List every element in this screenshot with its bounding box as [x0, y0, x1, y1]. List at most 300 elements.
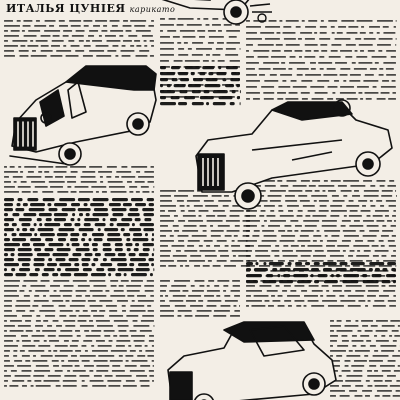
text-line-glyph [131, 273, 147, 276]
text-line-glyph [375, 268, 380, 271]
text-line-glyph [217, 280, 229, 282]
text-line-glyph [205, 255, 217, 257]
text-line-glyph [203, 265, 210, 267]
text-line-glyph [264, 300, 269, 302]
text-line-glyph [160, 48, 174, 50]
text-line-glyph [53, 365, 59, 367]
text-line-glyph [208, 280, 214, 282]
text-line-glyph [271, 250, 279, 252]
text-line-glyph [192, 54, 203, 56]
text-line-glyph [41, 35, 51, 37]
text-line-glyph [129, 186, 137, 188]
text-line-glyph [197, 30, 205, 32]
text-line-glyph [15, 305, 30, 307]
text-line-glyph [84, 223, 91, 226]
text-line-glyph [71, 45, 80, 47]
text-line-glyph [262, 230, 274, 232]
text-line-glyph [115, 176, 119, 178]
text-line-glyph [48, 258, 52, 261]
text-line-glyph [246, 225, 257, 227]
text-line-glyph [75, 330, 80, 332]
text-line-glyph [330, 390, 345, 392]
text-line-glyph [212, 195, 222, 197]
text-line-glyph [327, 68, 336, 70]
text-line-glyph [126, 315, 138, 317]
text-line-glyph [301, 80, 312, 82]
text-line-glyph [11, 268, 15, 271]
text-line-glyph [260, 32, 274, 34]
text-line-glyph [171, 285, 186, 287]
text-line-glyph [246, 285, 255, 287]
text-line-glyph [45, 315, 55, 317]
text-line-glyph [33, 355, 36, 357]
text-line-glyph [246, 74, 257, 76]
text-line-glyph [301, 245, 305, 247]
text-line-glyph [310, 86, 324, 88]
text-line-glyph [185, 66, 200, 69]
text-line-glyph [340, 300, 355, 302]
text-line-glyph [12, 40, 27, 42]
text-line-glyph [301, 230, 314, 232]
text-line-glyph [246, 268, 251, 271]
text-line-glyph [109, 340, 113, 342]
text-line-glyph [4, 223, 9, 226]
text-line-glyph [17, 228, 20, 231]
text-line-glyph [258, 56, 269, 58]
text-line-glyph [79, 213, 83, 216]
text-line-glyph [335, 38, 351, 40]
text-line-glyph [142, 315, 154, 317]
text-line-glyph [361, 26, 364, 28]
text-line-glyph [167, 84, 171, 87]
text-line-glyph [139, 253, 149, 256]
text-line-glyph [315, 92, 328, 94]
text-line-glyph [194, 205, 203, 207]
text-line-glyph [352, 340, 364, 342]
text-line-glyph [229, 36, 237, 38]
text-line-glyph [86, 213, 90, 216]
text-line-glyph [71, 203, 80, 206]
text-line-glyph [318, 274, 328, 277]
text-line-glyph [174, 215, 178, 217]
text-line-glyph [346, 205, 359, 207]
text-line-glyph [203, 230, 207, 232]
text-line-glyph [74, 263, 79, 266]
text-line-glyph [81, 176, 96, 178]
text-line-glyph [346, 285, 362, 287]
text-line-glyph [165, 295, 168, 297]
text-line-glyph [49, 25, 54, 27]
text-line-glyph [379, 38, 393, 40]
text-line-glyph [232, 90, 236, 93]
text-line-glyph [174, 280, 190, 282]
text-line-glyph [323, 74, 337, 76]
text-line-glyph [396, 380, 400, 382]
text-line-glyph [34, 233, 37, 236]
text-line-glyph [109, 310, 117, 312]
text-line-glyph [395, 265, 396, 267]
text-line-glyph [207, 220, 223, 222]
text-line-glyph [373, 255, 379, 257]
text-line-glyph [160, 205, 176, 207]
text-line-glyph [218, 250, 228, 252]
text-line-glyph [180, 265, 183, 267]
text-line-glyph [150, 273, 153, 276]
text-line-glyph [344, 235, 359, 237]
text-line-glyph [81, 238, 85, 241]
text-line-glyph [264, 80, 278, 82]
text-line-glyph [147, 181, 154, 183]
text-line-glyph [222, 78, 226, 81]
text-line-glyph [362, 325, 368, 327]
text-line-glyph [102, 218, 105, 221]
text-line-glyph [178, 190, 194, 192]
text-line-glyph [107, 233, 120, 236]
text-line-glyph [27, 198, 38, 201]
text-line-glyph [373, 86, 377, 88]
text-line-glyph [246, 255, 251, 257]
text-line-glyph [367, 295, 376, 297]
text-line-glyph [131, 335, 145, 337]
text-line-glyph [390, 320, 400, 322]
text-line-glyph [188, 210, 195, 212]
text-line-glyph [38, 228, 54, 231]
text-line-glyph [376, 340, 389, 342]
text-line-glyph [217, 260, 227, 262]
text-line-glyph [84, 365, 94, 367]
text-line-glyph [233, 305, 236, 307]
text-line-glyph [234, 295, 240, 297]
text-line-glyph [381, 86, 396, 88]
text-line-glyph [340, 50, 352, 52]
text-line-glyph [116, 375, 132, 377]
text-line-glyph [282, 290, 287, 292]
text-line-glyph [127, 248, 131, 251]
text-line-glyph [29, 273, 38, 276]
text-line-glyph [4, 380, 8, 382]
text-line-glyph [246, 250, 252, 252]
text-line-glyph [337, 345, 348, 347]
text-line-glyph [318, 185, 334, 187]
text-line-glyph [251, 305, 265, 307]
text-line-glyph [33, 191, 38, 193]
text-line-glyph [254, 295, 269, 297]
text-line-glyph [91, 273, 106, 276]
text-line-glyph [130, 45, 134, 47]
text-line-glyph [118, 253, 126, 256]
text-line-glyph [55, 345, 68, 347]
text-line-glyph [19, 55, 28, 57]
text-line-glyph [278, 260, 285, 262]
text-line-glyph [130, 20, 146, 22]
text-line-glyph [212, 54, 220, 56]
text-line-glyph [203, 18, 208, 20]
text-line-glyph [320, 295, 323, 297]
text-line-glyph [344, 215, 347, 217]
text-line-glyph [281, 235, 295, 237]
text-line-glyph [128, 345, 131, 347]
text-line-glyph [105, 375, 113, 377]
text-line-glyph [59, 20, 65, 22]
text-line-glyph [115, 243, 123, 246]
text-line-glyph [103, 25, 107, 27]
text-line-glyph [173, 36, 180, 38]
text-line-glyph [180, 205, 185, 207]
text-line-glyph [12, 223, 17, 226]
text-line-glyph [133, 233, 142, 236]
text-line-glyph [240, 102, 241, 105]
text-line-glyph [131, 280, 143, 282]
text-line-glyph [79, 375, 89, 377]
text-line-glyph [396, 195, 397, 197]
text-line-glyph [285, 265, 291, 267]
text-line-glyph [160, 195, 171, 197]
text-line-glyph [246, 20, 250, 22]
text-line-glyph [84, 218, 99, 221]
text-line-glyph [84, 25, 89, 27]
text-line-glyph [35, 325, 43, 327]
text-line-glyph [226, 48, 236, 50]
text-line-glyph [262, 280, 276, 283]
text-line-glyph [382, 395, 390, 397]
text-line-glyph [107, 380, 121, 382]
text-line-glyph [331, 50, 338, 52]
text-line-glyph [118, 330, 126, 332]
text-line-glyph [363, 235, 377, 237]
text-line-glyph [319, 38, 330, 40]
text-line-glyph [22, 285, 26, 287]
text-line-glyph [380, 205, 384, 207]
text-line-glyph [71, 171, 78, 173]
text-line-glyph [4, 335, 16, 337]
text-line-glyph [22, 191, 31, 193]
text-line-glyph [220, 305, 230, 307]
text-line-glyph [96, 365, 109, 367]
text-line-glyph [246, 80, 260, 82]
text-line-glyph [293, 268, 309, 271]
text-line-glyph [386, 74, 396, 76]
text-line-glyph [24, 166, 36, 168]
text-line-glyph [115, 55, 118, 57]
text-line-glyph [278, 305, 285, 307]
text-line-glyph [204, 295, 214, 297]
text-line-glyph [149, 335, 154, 337]
text-line-glyph [4, 273, 13, 276]
text-line-glyph [112, 213, 123, 216]
text-line-glyph [186, 300, 196, 302]
text-line-glyph [338, 185, 347, 187]
text-line-glyph [32, 305, 38, 307]
text-line-glyph [70, 218, 74, 221]
text-line-glyph [246, 262, 253, 265]
text-line-glyph [90, 305, 103, 307]
text-line-glyph [123, 385, 137, 387]
text-line-glyph [298, 38, 302, 40]
text-line-glyph [23, 213, 36, 216]
text-line-glyph [376, 330, 388, 332]
text-line-glyph [183, 36, 196, 38]
text-line-glyph [105, 35, 116, 37]
text-line-glyph [100, 263, 112, 266]
text-line-glyph [28, 350, 44, 352]
text-line-glyph [63, 30, 72, 32]
text-line-glyph [58, 238, 66, 241]
text-line-glyph [211, 230, 224, 232]
text-line-glyph [376, 200, 382, 202]
text-line-glyph [107, 166, 117, 168]
text-line-glyph [364, 38, 376, 40]
text-line-glyph [4, 166, 7, 168]
text-line-glyph [380, 185, 385, 187]
text-line-glyph [71, 25, 81, 27]
text-line-glyph [392, 92, 396, 94]
text-line-glyph [95, 20, 107, 22]
text-line-glyph [310, 265, 325, 267]
text-line-glyph [140, 330, 152, 332]
text-line-glyph [116, 345, 125, 347]
text-line-glyph [101, 30, 107, 32]
text-line-glyph [63, 385, 77, 387]
text-line-glyph [280, 268, 291, 271]
text-line-glyph [178, 48, 184, 50]
text-line-glyph [259, 74, 265, 76]
text-line-glyph [355, 350, 370, 352]
text-line-glyph [218, 225, 230, 227]
text-line-glyph [70, 305, 85, 307]
text-line-glyph [193, 78, 203, 81]
text-line-glyph [94, 238, 103, 241]
text-line-glyph [366, 260, 372, 262]
text-line-glyph [340, 86, 354, 88]
text-line-glyph [59, 263, 71, 266]
text-line-glyph [265, 26, 280, 28]
text-line-glyph [366, 285, 379, 287]
text-line-glyph [285, 195, 295, 197]
text-line-glyph [331, 235, 339, 237]
text-line-glyph [4, 35, 19, 37]
text-line-glyph [30, 203, 45, 206]
text-line-glyph [394, 220, 396, 222]
text-line-glyph [381, 92, 390, 94]
text-line-glyph [160, 36, 170, 38]
text-line-glyph [311, 268, 319, 271]
text-line-glyph [185, 315, 193, 317]
text-line-glyph [264, 235, 277, 237]
text-line-glyph [152, 191, 154, 193]
text-line-glyph [172, 78, 178, 81]
text-line-glyph [366, 380, 370, 382]
text-line-glyph [143, 243, 154, 246]
text-line-glyph [93, 315, 104, 317]
text-line-glyph [14, 181, 17, 183]
text-line-glyph [281, 62, 285, 64]
text-line-glyph [283, 274, 290, 277]
text-line-glyph [4, 50, 14, 52]
text-line-glyph [225, 300, 238, 302]
text-line-glyph [325, 235, 328, 237]
text-line-glyph [41, 355, 53, 357]
text-line-glyph [185, 265, 189, 267]
text-line-glyph [122, 45, 126, 47]
text-line-glyph [200, 96, 214, 99]
text-line-glyph [135, 345, 142, 347]
text-line-glyph [197, 310, 212, 312]
text-line-glyph [224, 195, 229, 197]
text-line-glyph [350, 185, 365, 187]
text-line-glyph [117, 223, 130, 226]
text-line-glyph [121, 218, 132, 221]
text-line-glyph [83, 55, 93, 57]
text-line-glyph [294, 285, 304, 287]
text-line-glyph [340, 395, 350, 397]
text-line-glyph [144, 218, 151, 221]
text-line-glyph [381, 335, 385, 337]
text-line-glyph [326, 295, 335, 297]
text-line-glyph [4, 330, 7, 332]
text-line-glyph [314, 32, 317, 34]
text-line-glyph [29, 290, 32, 292]
text-line-glyph [295, 262, 302, 265]
text-line-glyph [78, 208, 91, 211]
text-line-glyph [231, 290, 240, 292]
text-line-glyph [305, 190, 312, 192]
text-line-glyph [374, 335, 377, 337]
text-line-glyph [4, 30, 8, 32]
text-line-glyph [393, 210, 396, 212]
text-line-glyph [19, 233, 32, 236]
text-line-glyph [313, 255, 326, 257]
text-line-glyph [136, 30, 151, 32]
text-line-glyph [177, 315, 181, 317]
text-line-glyph [10, 253, 14, 256]
text-line-glyph [135, 218, 141, 221]
text-line-glyph [346, 355, 360, 357]
text-line-glyph [13, 355, 17, 357]
text-line-glyph [314, 200, 317, 202]
text-line-glyph [330, 345, 333, 347]
text-line-glyph [144, 45, 147, 47]
text-line-glyph [4, 370, 7, 372]
text-line-glyph [98, 228, 101, 231]
text-line-glyph [339, 375, 342, 377]
text-line-glyph [343, 80, 346, 82]
text-line-glyph [54, 203, 67, 206]
text-line-glyph [89, 166, 102, 168]
text-line-glyph [278, 86, 290, 88]
text-line-glyph [125, 243, 132, 246]
text-line-glyph [57, 268, 61, 271]
text-line-glyph [212, 24, 221, 26]
text-line-glyph [145, 290, 154, 292]
text-line-glyph [104, 253, 115, 256]
text-line-glyph [283, 26, 291, 28]
text-line-glyph [343, 180, 359, 182]
text-line-glyph [327, 98, 333, 100]
text-line-glyph [364, 355, 368, 357]
text-line-glyph [122, 305, 126, 307]
text-line-glyph [205, 24, 209, 26]
text-line-glyph [122, 310, 126, 312]
text-line-glyph [261, 210, 266, 212]
text-line-glyph [47, 203, 51, 206]
text-line-glyph [259, 215, 264, 217]
text-line-glyph [366, 98, 372, 100]
text-line-glyph [289, 92, 298, 94]
text-line-glyph [59, 335, 73, 337]
text-line-glyph [388, 360, 396, 362]
text-line-glyph [149, 370, 154, 372]
text-line-glyph [76, 30, 85, 32]
